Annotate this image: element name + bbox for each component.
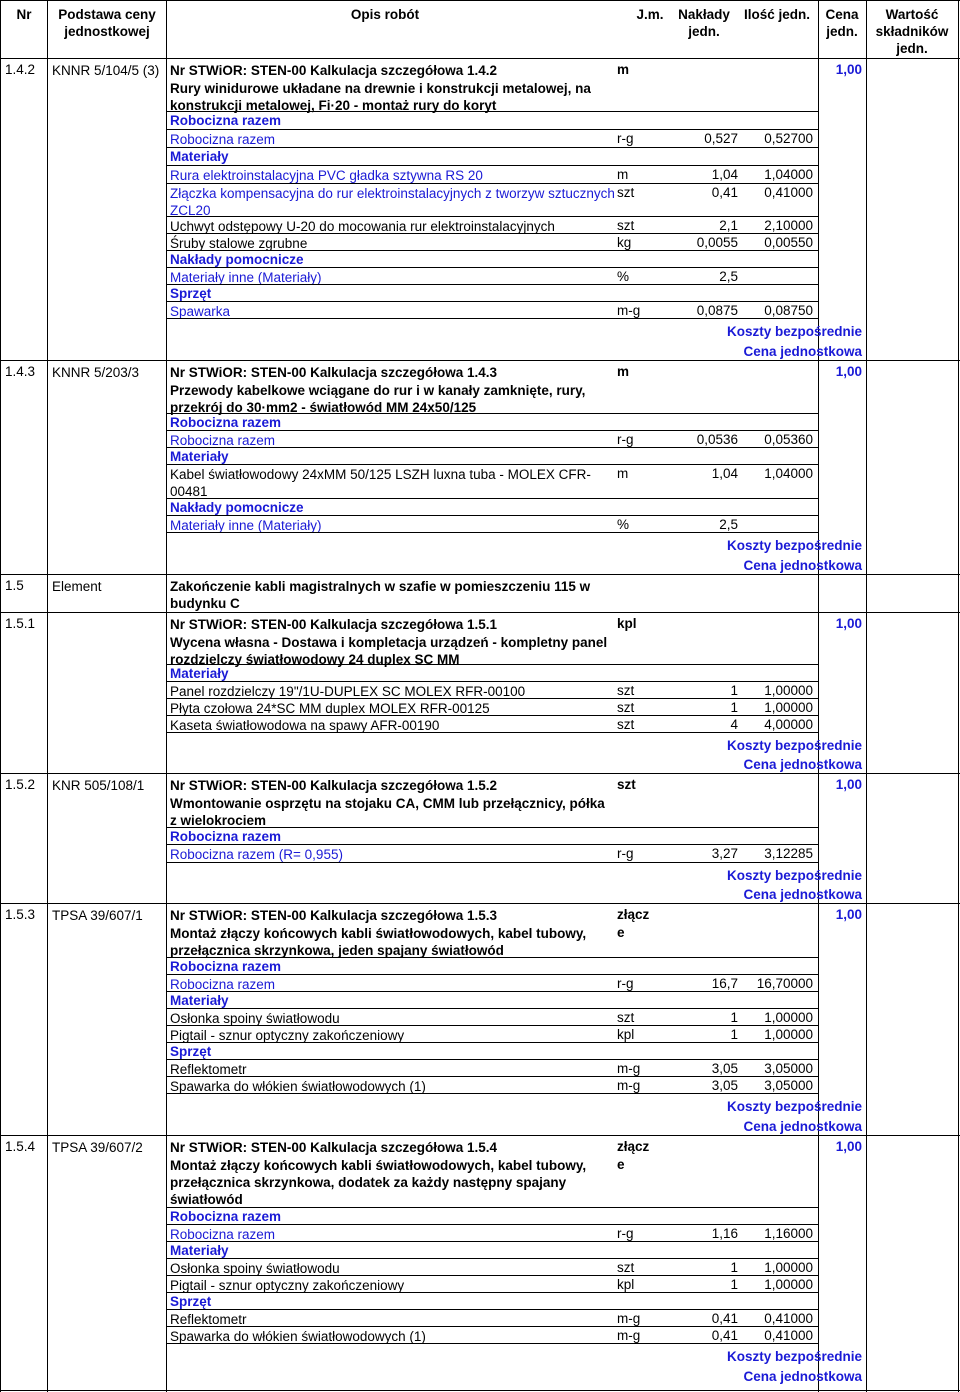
table-border-left [0, 0, 1, 1392]
section-sprzet: Sprzęt [170, 286, 212, 301]
koszty-bezposrednie: Koszty bezpośrednie [726, 538, 862, 553]
cena-jednostkowa: Cena jednostkowa [743, 558, 862, 573]
element-number: 1.5 [5, 578, 24, 593]
row-qty: 1,00000 [764, 1027, 813, 1042]
section-robocizna: Robocizna razem [170, 829, 282, 844]
section-sprzet: Sprzęt [170, 1294, 212, 1309]
row-norm: 0,0055 [696, 235, 738, 250]
row-name: Spawarka do włókien światłowodowych (1) [170, 1079, 426, 1094]
row-name: Uchwyt odstępowy U-20 do mocowania rur elektroinstalacyjnych [170, 219, 555, 234]
position-number: 1.5.2 [5, 777, 36, 792]
position-base: KNNR 5/203/3 [52, 365, 140, 380]
position-base: KNR 505/108/1 [52, 778, 145, 793]
koszty-bezposrednie: Koszty bezpośrednie [726, 738, 862, 753]
position-quantity: 1,00 [835, 364, 862, 379]
row-name: Kabel światłowodowy 24xMM 50/125 LSZH luxna tuba - MOLEX CFR-00481 [170, 467, 591, 499]
row-unit: kg [617, 235, 632, 250]
table-border-top [0, 0, 960, 1]
position-unit: kpl [617, 616, 637, 631]
row-name: Robocizna razem [170, 977, 276, 992]
section-naklady: Nakłady pomocnicze [170, 500, 304, 515]
position-title: Wmontowanie osprzętu na stojaku CA, CMM lub przełącznicy, półka z wielokrociem [170, 796, 605, 828]
row-norm: 1 [730, 1260, 738, 1275]
row-qty: 0,08750 [764, 303, 813, 318]
position-number: 1.4.2 [5, 62, 36, 77]
row-qty: 1,00000 [764, 1277, 813, 1292]
row-unit: r-g [617, 432, 634, 447]
row-qty: 1,00000 [764, 1260, 813, 1275]
row-qty: 0,41000 [764, 185, 813, 200]
cena-jednostkowa: Cena jednostkowa [743, 887, 862, 902]
position-stwior: Nr STWiOR: STEN-00 Kalkulacja szczegółowa 1.4.2 [170, 63, 497, 78]
section-robocizna: Robocizna razem [170, 959, 282, 974]
section-materialy: Materiały [170, 149, 229, 164]
row-unit: szt [617, 717, 635, 732]
header-value: Wartość składników jedn. [875, 7, 949, 56]
koszty-bezposrednie: Koszty bezpośrednie [726, 1349, 862, 1364]
table-border-right [958, 0, 959, 1392]
position-stwior: Nr STWiOR: STEN-00 Kalkulacja szczegółowa 1.5.1 [170, 617, 497, 632]
row-qty: 3,05000 [764, 1061, 813, 1076]
row-unit: r-g [617, 1226, 634, 1241]
row-qty: 16,70000 [756, 976, 813, 991]
header-unit: J.m. [636, 7, 664, 22]
row-norm: 1,04 [711, 466, 738, 481]
position-title: Rury winidurowe układane na drewnie i konstrukcji metalowej, na konstrukcji metalowej, Fi·20 - montaż rury do koryt [170, 81, 591, 113]
row-norm: 0,527 [704, 131, 738, 146]
section-naklady: Nakłady pomocnicze [170, 252, 304, 267]
row-unit: m-g [617, 303, 641, 318]
position-base: KNNR 5/104/5 (3) [52, 63, 160, 78]
header-divider [0, 58, 960, 59]
cena-jednostkowa: Cena jednostkowa [743, 757, 862, 772]
row-qty: 0,05360 [764, 432, 813, 447]
row-qty: 1,04000 [764, 167, 813, 182]
row-qty: 1,00000 [764, 1010, 813, 1025]
position-base: TPSA 39/607/2 [52, 1140, 143, 1155]
row-norm: 1 [730, 1010, 738, 1025]
position-stwior: Nr STWiOR: STEN-00 Kalkulacja szczegółowa 1.5.2 [170, 778, 497, 793]
section-robocizna: Robocizna razem [170, 113, 282, 128]
section-materialy: Materiały [170, 449, 229, 464]
header-price: Cena jedn. [825, 7, 859, 39]
row-name: Pigtail - sznur optyczny zakończeniowy [170, 1028, 405, 1043]
cena-jednostkowa: Cena jednostkowa [743, 1119, 862, 1134]
position-number: 1.5.3 [5, 907, 36, 922]
row-qty: 1,04000 [764, 466, 813, 481]
row-qty: 4,00000 [764, 717, 813, 732]
row-name: Panel rozdzielczy 19"/1U-DUPLEX SC MOLEX RFR-00100 [170, 684, 526, 699]
row-name: Osłonka spoiny światłowodu [170, 1261, 340, 1276]
header-base: Podstawa ceny jednostkowej [58, 7, 156, 39]
position-title: Przewody kabelkowe wciągane do rur i w kanały zamknięte, rury, przekrój do 30·mm2 - światłowód MM 24x50/125 [170, 383, 586, 415]
position-stwior: Nr STWiOR: STEN-00 Kalkulacja szczegółowa 1.5.4 [170, 1140, 497, 1155]
row-norm: 3,05 [711, 1078, 738, 1093]
row-name: Materiały inne (Materiały) [170, 270, 322, 285]
row-name: Robocizna razem [170, 433, 276, 448]
position-quantity: 1,00 [835, 62, 862, 77]
row-unit: r-g [617, 846, 634, 861]
row-unit: szt [617, 683, 635, 698]
row-qty: 1,00000 [764, 683, 813, 698]
row-unit: szt [617, 700, 635, 715]
row-qty: 1,16000 [764, 1226, 813, 1241]
row-unit: szt [617, 1260, 635, 1275]
row-norm: 16,7 [711, 976, 738, 991]
row-name: Rura elektroinstalacyjna PVC gładka sztywna RS 20 [170, 168, 483, 183]
koszty-bezposrednie: Koszty bezpośrednie [726, 1099, 862, 1114]
row-name: Robocizna razem [170, 132, 276, 147]
row-norm: 0,41 [711, 185, 738, 200]
row-qty: 0,52700 [764, 131, 813, 146]
element-title: Zakończenie kabli magistralnych w szafie w pomieszczeniu 115 w budynku C [170, 579, 591, 611]
row-name: Reflektometr [170, 1062, 247, 1077]
row-unit: m-g [617, 1061, 641, 1076]
cena-jednostkowa: Cena jednostkowa [743, 1369, 862, 1384]
position-unit: m [617, 364, 630, 379]
row-norm: 3,05 [711, 1061, 738, 1076]
row-name: Spawarka [170, 304, 231, 319]
row-unit: r-g [617, 131, 634, 146]
header-desc: Opis robót [350, 7, 420, 22]
row-name: Płyta czołowa 24*SC MM duplex MOLEX RFR-00125 [170, 701, 490, 716]
header-norm: Nakłady jedn. [678, 7, 730, 39]
header-nr: Nr [16, 7, 32, 22]
section-materialy: Materiały [170, 993, 229, 1008]
row-norm: 2,5 [719, 269, 738, 284]
row-unit: m-g [617, 1311, 641, 1326]
position-title: Montaż złączy końcowych kabli światłowodowych, kabel tubowy, przełącznica skrzynkowa, jeden spajany światłowód [170, 926, 587, 958]
row-unit: m [617, 167, 629, 182]
position-title: Montaż złączy końcowych kabli światłowodowych, kabel tubowy, przełącznica skrzynkowa, dodatek za każdy następny spajany światłowód [170, 1158, 587, 1207]
row-name: Materiały inne (Materiały) [170, 518, 322, 533]
row-norm: 1 [730, 1277, 738, 1292]
position-quantity: 1,00 [835, 1139, 862, 1154]
row-norm: 1,04 [711, 167, 738, 182]
position-unit-cont: e [617, 1157, 625, 1172]
position-number: 1.5.1 [5, 616, 36, 631]
row-name: Pigtail - sznur optyczny zakończeniowy [170, 1278, 405, 1293]
row-norm: 1 [730, 683, 738, 698]
position-stwior: Nr STWiOR: STEN-00 Kalkulacja szczegółowa 1.5.3 [170, 908, 497, 923]
row-unit: szt [617, 185, 635, 200]
row-norm: 0,0875 [696, 303, 738, 318]
row-name: Robocizna razem [170, 1227, 276, 1242]
row-unit: szt [617, 218, 635, 233]
row-unit: m-g [617, 1078, 641, 1093]
table-border-bottom [0, 1390, 960, 1391]
section-robocizna: Robocizna razem [170, 415, 282, 430]
position-unit: złącz [617, 907, 650, 922]
position-unit: szt [617, 777, 636, 792]
section-sprzet: Sprzęt [170, 1044, 212, 1059]
row-unit: m-g [617, 1328, 641, 1343]
element-label: Element [52, 579, 102, 594]
row-norm: 0,41 [711, 1328, 738, 1343]
row-name: Robocizna razem (R= 0,955) [170, 847, 343, 862]
header-qty: Ilość jedn. [743, 7, 811, 22]
row-unit: kpl [617, 1277, 635, 1292]
row-name: Spawarka do włókien światłowodowych (1) [170, 1329, 426, 1344]
position-stwior: Nr STWiOR: STEN-00 Kalkulacja szczegółowa 1.4.3 [170, 365, 497, 380]
section-robocizna: Robocizna razem [170, 1209, 282, 1224]
row-norm: 1,16 [711, 1226, 738, 1241]
koszty-bezposrednie: Koszty bezpośrednie [726, 868, 862, 883]
column-divider [818, 0, 819, 1392]
section-materialy: Materiały [170, 1243, 229, 1258]
row-qty: 0,41000 [764, 1328, 813, 1343]
row-qty: 2,10000 [764, 218, 813, 233]
row-unit: r-g [617, 976, 634, 991]
row-qty: 3,05000 [764, 1078, 813, 1093]
position-number: 1.4.3 [5, 364, 36, 379]
row-unit: m [617, 466, 629, 481]
row-unit: % [617, 517, 630, 532]
row-norm: 3,27 [711, 846, 738, 861]
section-materialy: Materiały [170, 666, 229, 681]
position-unit: złącz [617, 1139, 650, 1154]
row-name: Reflektometr [170, 1312, 247, 1327]
position-title: Wycena własna - Dostawa i kompletacja urządzeń - kompletny panel rozdzielczy światłowodowy 24 duplex SC MM [170, 635, 608, 667]
row-qty: 1,00000 [764, 700, 813, 715]
row-qty: 0,00550 [764, 235, 813, 250]
row-norm: 2,1 [719, 218, 738, 233]
position-base: TPSA 39/607/1 [52, 908, 143, 923]
column-divider [866, 0, 867, 1392]
row-norm: 4 [730, 717, 738, 732]
position-quantity: 1,00 [835, 907, 862, 922]
row-norm: 0,41 [711, 1311, 738, 1326]
row-unit: % [617, 269, 630, 284]
cena-jednostkowa: Cena jednostkowa [743, 344, 862, 359]
position-quantity: 1,00 [835, 777, 862, 792]
row-norm: 0,0536 [696, 432, 738, 447]
row-name: Śruby stalowe zgrubne [170, 236, 308, 251]
row-norm: 1 [730, 700, 738, 715]
row-qty: 0,41000 [764, 1311, 813, 1326]
position-unit-cont: e [617, 925, 625, 940]
row-name: Kaseta światłowodowa na spawy AFR-00190 [170, 718, 440, 733]
row-name: Złączka kompensacyjna do rur elektroinstalacyjnych z tworzyw sztucznych ZCL20 [170, 186, 615, 218]
row-name: Osłonka spoiny światłowodu [170, 1011, 340, 1026]
position-quantity: 1,00 [835, 616, 862, 631]
position-number: 1.5.4 [5, 1139, 36, 1154]
row-unit: szt [617, 1010, 635, 1025]
position-unit: m [617, 62, 630, 77]
row-norm: 2,5 [719, 517, 738, 532]
column-divider [166, 0, 167, 1392]
row-unit: kpl [617, 1027, 635, 1042]
column-divider [47, 0, 48, 1392]
koszty-bezposrednie: Koszty bezpośrednie [726, 324, 862, 339]
row-qty: 3,12285 [764, 846, 813, 861]
row-norm: 1 [730, 1027, 738, 1042]
